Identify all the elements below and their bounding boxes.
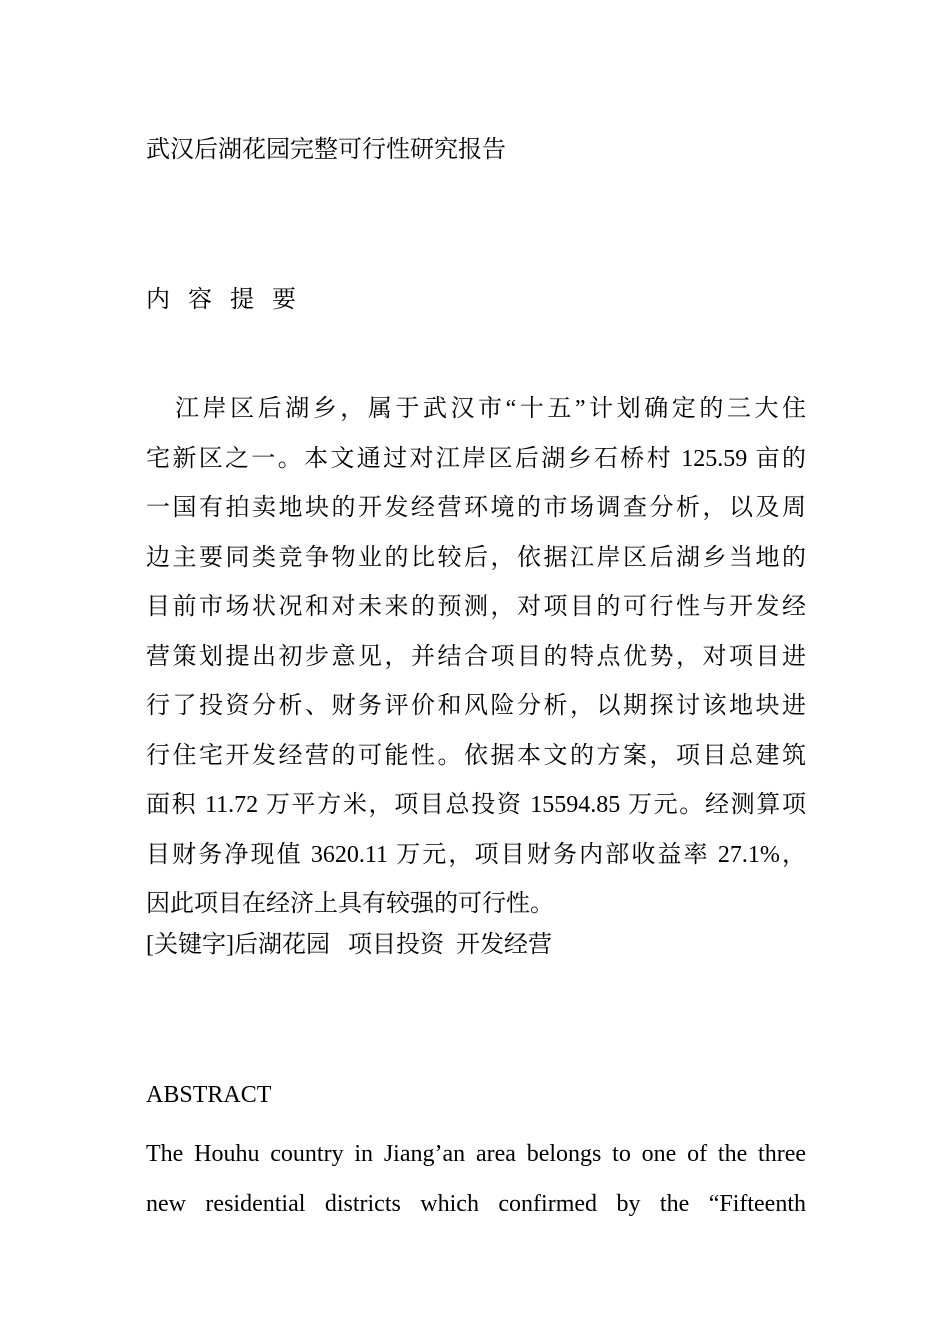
summary-line: 面积 11.72 万平方米，项目总投资 15594.85 万元。经测算项 — [146, 792, 806, 818]
summary-line: 因此项目在经济上具有较强的可行性。 — [146, 891, 554, 917]
summary-line: 目前市场状况和对未来的预测，对项目的可行性与开发经 — [146, 594, 806, 620]
summary-line: 行住宅开发经营的可能性。依据本文的方案，项目总建筑 — [146, 742, 806, 769]
summary-line: 一国有拍卖地块的开发经营环境的市场调查分析，以及周 — [146, 495, 806, 521]
summary-line: 营策划提出初步意见，并结合项目的特点优势，对项目进 — [146, 643, 806, 670]
summary-paragraph — [146, 385, 806, 930]
summary-heading: 内 容 提 要 — [146, 287, 302, 313]
summary-line: 宅新区之一。本文通过对江岸区后湖乡石桥村 125.59 亩的 — [146, 445, 806, 472]
keywords-line: [关键字]后湖花园 项目投资 开发经营 — [146, 932, 552, 958]
summary-line: 江岸区后湖乡，属于武汉市“十五”计划确定的三大住 — [175, 396, 806, 422]
summary-line: 行了投资分析、财务评价和风险分析，以期探讨该地块进 — [146, 693, 806, 719]
document-title: 武汉后湖花园完整可行性研究报告 — [146, 137, 506, 163]
abstract-paragraph — [146, 1130, 806, 1229]
abstract-heading: ABSTRACT — [146, 1082, 272, 1108]
summary-line: 边主要同类竞争物业的比较后，依据江岸区后湖乡当地的 — [146, 544, 806, 571]
abstract-line: The Houhu country in Jiang’an area belongs to one of the three — [146, 1141, 806, 1167]
summary-line: 目财务净现值 3620.11 万元，项目财务内部收益率 27.1%， — [146, 841, 806, 868]
abstract-line: new residential districts which confirmed by the “Fifteenth — [146, 1190, 806, 1217]
